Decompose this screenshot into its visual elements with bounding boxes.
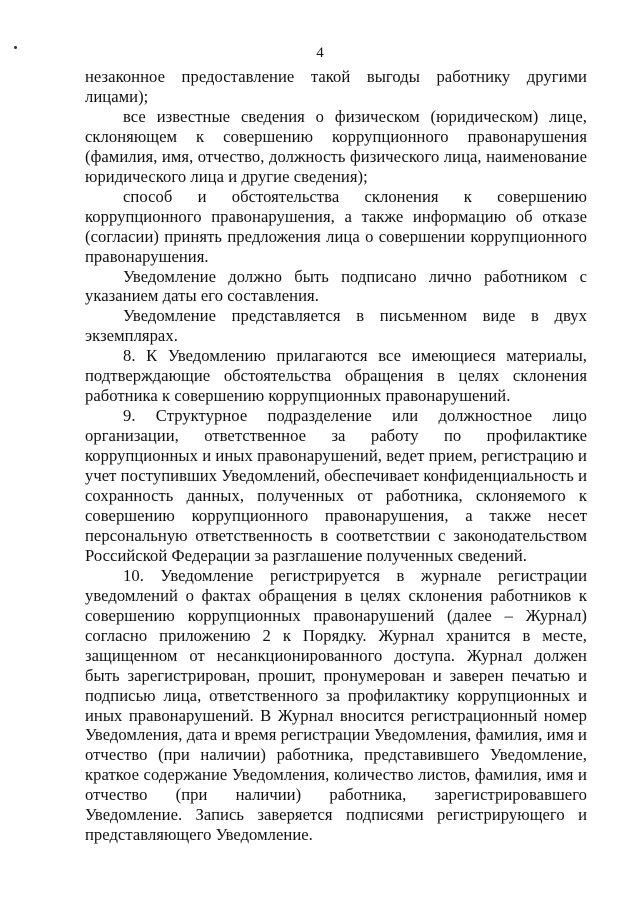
paragraph-continuation: незаконное предоставление такой выгоды работнику другими лицами); [85, 67, 587, 106]
paragraph-item-8: 8. К Уведомлению прилагаются все имеющиеся материалы, подтверждающие обстоятельства обращения в целях склонения работника к совершению коррупционных правонарушений. [85, 346, 587, 406]
paragraph-copies: Уведомление представляется в письменном виде в двух экземплярах. [85, 306, 587, 346]
paragraph-item-9: 9. Структурное подразделение или должностное лицо организации, ответственное за работу по профилактике коррупционных и иных правонарушений, ведет прием, регистрацию и учет поступивших Уведомлений, обеспечивает конфиденциальность и сохранность данных, полученных от работника, склоняемого к совершению коррупционного правонарушения, а также несет персональную ответственность в соответствии с законодательством Российской Федерации за разглашение полученных сведений. [85, 406, 587, 565]
document-body [85, 67, 587, 845]
paragraph-signature-requirement: Уведомление должно быть подписано лично работником с указанием даты его составления. [85, 266, 587, 306]
paragraph-method: способ и обстоятельства склонения к совершению коррупционного правонарушения, а также информацию об отказе (согласии) принять предложения лица о совершении коррупционного правонарушения. [85, 186, 587, 266]
paragraph-known-info: все известные сведения о физическом (юридическом) лице, склоняющем к совершению коррупционного правонарушения (фамилия, имя, отчество, должность физического лица, наименование юридического лица и другие сведения); [85, 106, 587, 186]
paragraph-item-10: 10. Уведомление регистрируется в журнале регистрации уведомлений о фактах обращения в целях склонения работников к совершению коррупционных правонарушений (далее – Журнал) согласно приложению 2 к Порядку. Журнал хранится в месте, защищенном от несанкционированного доступа. Журнал должен быть зарегистрирован, прошит, пронумерован и заверен печатью и подписью лица, ответственного за профилактику коррупционных и иных правонарушений. В Журнал вносится регистрационный номер Уведомления, дата и время регистрации Уведомления, фамилия, имя и отчество (при наличии) работника, представившего Уведомление, краткое содержание Уведомления, количество листов, фамилия, имя и отчество (при наличии) работника, зарегистрировавшего Уведомление. Запись заверяется подписями регистрирующего и представляющего Уведомление. [85, 565, 587, 845]
page-number: 4 [316, 45, 324, 61]
